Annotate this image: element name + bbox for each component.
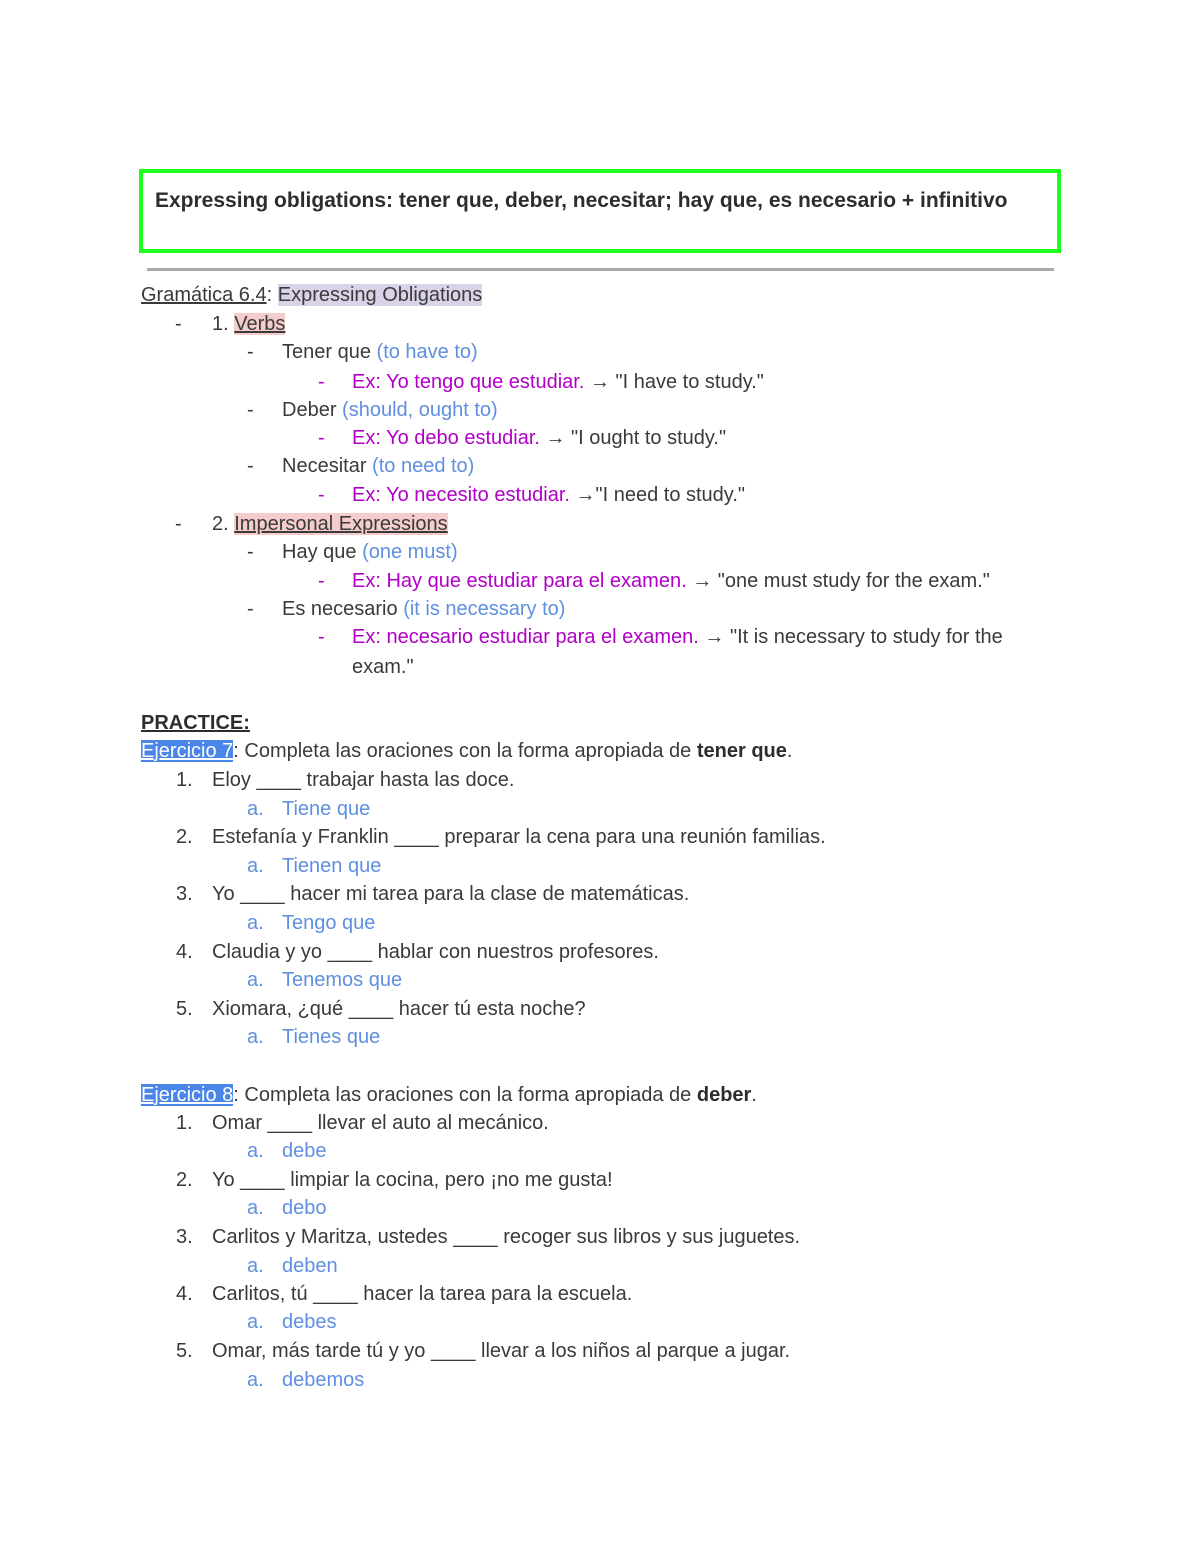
impersonal-example: Ex: Hay que estudiar para el examen. → "one must study for the exam."	[352, 570, 990, 592]
verb-item: Deber (should, ought to)	[282, 399, 498, 421]
list-item: Carlitos y Maritza, ustedes ____ recoger sus libros y sus juguetes.	[212, 1226, 801, 1248]
list-item-number: 2.	[176, 826, 193, 848]
impersonal-item: Es necesario (it is necessary to)	[282, 598, 566, 620]
list-item: Xiomara, ¿qué ____ hacer tú esta noche?	[212, 998, 586, 1020]
dash-bullet: -	[318, 427, 325, 449]
answer-letter: a.	[247, 1140, 264, 1162]
dash-bullet: -	[247, 541, 254, 563]
verb-item: Necesitar (to need to)	[282, 455, 475, 477]
answer: debe	[282, 1140, 327, 1162]
dash-bullet: -	[318, 570, 325, 592]
answer: debemos	[282, 1369, 365, 1391]
impersonal-heading: 2. Impersonal Expressions	[212, 513, 448, 535]
verbs-label: Verbs	[234, 313, 286, 335]
answer-letter: a.	[247, 1197, 264, 1219]
grammar-label: Gramática 6.4	[141, 284, 267, 306]
title-box	[139, 169, 1061, 253]
dash-bullet: -	[318, 626, 325, 648]
list-item: Carlitos, tú ____ hacer la tarea para la escuela.	[212, 1283, 633, 1305]
list-item: Yo ____ limpiar la cocina, pero ¡no me gusta!	[212, 1169, 613, 1191]
dash-bullet: -	[247, 455, 254, 477]
answer-letter: a.	[247, 969, 264, 991]
dash-bullet: -	[175, 513, 182, 535]
list-item: Claudia y yo ____ hablar con nuestros profesores.	[212, 941, 659, 963]
list-item-number: 3.	[176, 883, 193, 905]
answer: Tengo que	[282, 912, 376, 934]
list-item-number: 1.	[176, 1112, 193, 1134]
answer-letter: a.	[247, 1026, 264, 1048]
answer: Tienen que	[282, 855, 382, 877]
list-item: Omar, más tarde tú y yo ____ llevar a los niños al parque a jugar.	[212, 1340, 791, 1362]
answer-letter: a.	[247, 798, 264, 820]
answer: Tiene que	[282, 798, 371, 820]
exercise-7-heading: Ejercicio 7: Completa las oraciones con la forma apropiada de tener que.	[141, 740, 793, 762]
exercise-8-label: Ejercicio 8	[141, 1084, 234, 1106]
verb-example: Ex: Yo tengo que estudiar. → "I have to study."	[352, 371, 764, 393]
horizontal-rule	[147, 268, 1054, 271]
impersonal-example: Ex: necesario estudiar para el examen. → "It is necessary to study for the	[352, 626, 1003, 648]
dash-bullet: -	[175, 313, 182, 335]
exercise-7-label: Ejercicio 7	[141, 740, 234, 762]
answer: deben	[282, 1255, 338, 1277]
impersonal-item: Hay que (one must)	[282, 541, 458, 563]
grammar-topic: Expressing Obligations	[277, 284, 483, 306]
list-item-number: 1.	[176, 769, 193, 791]
verbs-heading: 1. Verbs	[212, 313, 286, 335]
dash-bullet: -	[247, 598, 254, 620]
list-item-number: 2.	[176, 1169, 193, 1191]
answer: debo	[282, 1197, 327, 1219]
answer: debes	[282, 1311, 337, 1333]
answer-letter: a.	[247, 855, 264, 877]
verb-example: Ex: Yo debo estudiar. → "I ought to study."	[352, 427, 727, 449]
grammar-heading: Gramática 6.4: Expressing Obligations	[141, 284, 483, 306]
list-item-number: 4.	[176, 1283, 193, 1305]
dash-bullet: -	[247, 399, 254, 421]
document-title: Expressing obligations: tener que, deber, necesitar; hay que, es necesario + infinitivo	[155, 189, 1008, 212]
answer: Tenemos que	[282, 969, 403, 991]
list-item-number: 3.	[176, 1226, 193, 1248]
list-item: Estefanía y Franklin ____ preparar la cena para una reunión familias.	[212, 826, 826, 848]
dash-bullet: -	[318, 484, 325, 506]
impersonal-example-cont: exam."	[352, 656, 414, 678]
verb-example: Ex: Yo necesito estudiar. →"I need to study."	[352, 484, 745, 506]
impersonal-label: Impersonal Expressions	[234, 513, 448, 535]
verb-item: Tener que (to have to)	[282, 341, 478, 363]
list-item-number: 4.	[176, 941, 193, 963]
list-item-number: 5.	[176, 1340, 193, 1362]
dash-bullet: -	[318, 371, 325, 393]
practice-heading: PRACTICE:	[141, 712, 250, 734]
list-item-number: 5.	[176, 998, 193, 1020]
answer-letter: a.	[247, 1255, 264, 1277]
list-item: Eloy ____ trabajar hasta las doce.	[212, 769, 515, 791]
dash-bullet: -	[247, 341, 254, 363]
answer-letter: a.	[247, 1369, 264, 1391]
exercise-8-heading: Ejercicio 8: Completa las oraciones con la forma apropiada de deber.	[141, 1084, 757, 1106]
answer: Tienes que	[282, 1026, 381, 1048]
list-item: Yo ____ hacer mi tarea para la clase de matemáticas.	[212, 883, 690, 905]
answer-letter: a.	[247, 912, 264, 934]
list-item: Omar ____ llevar el auto al mecánico.	[212, 1112, 549, 1134]
answer-letter: a.	[247, 1311, 264, 1333]
